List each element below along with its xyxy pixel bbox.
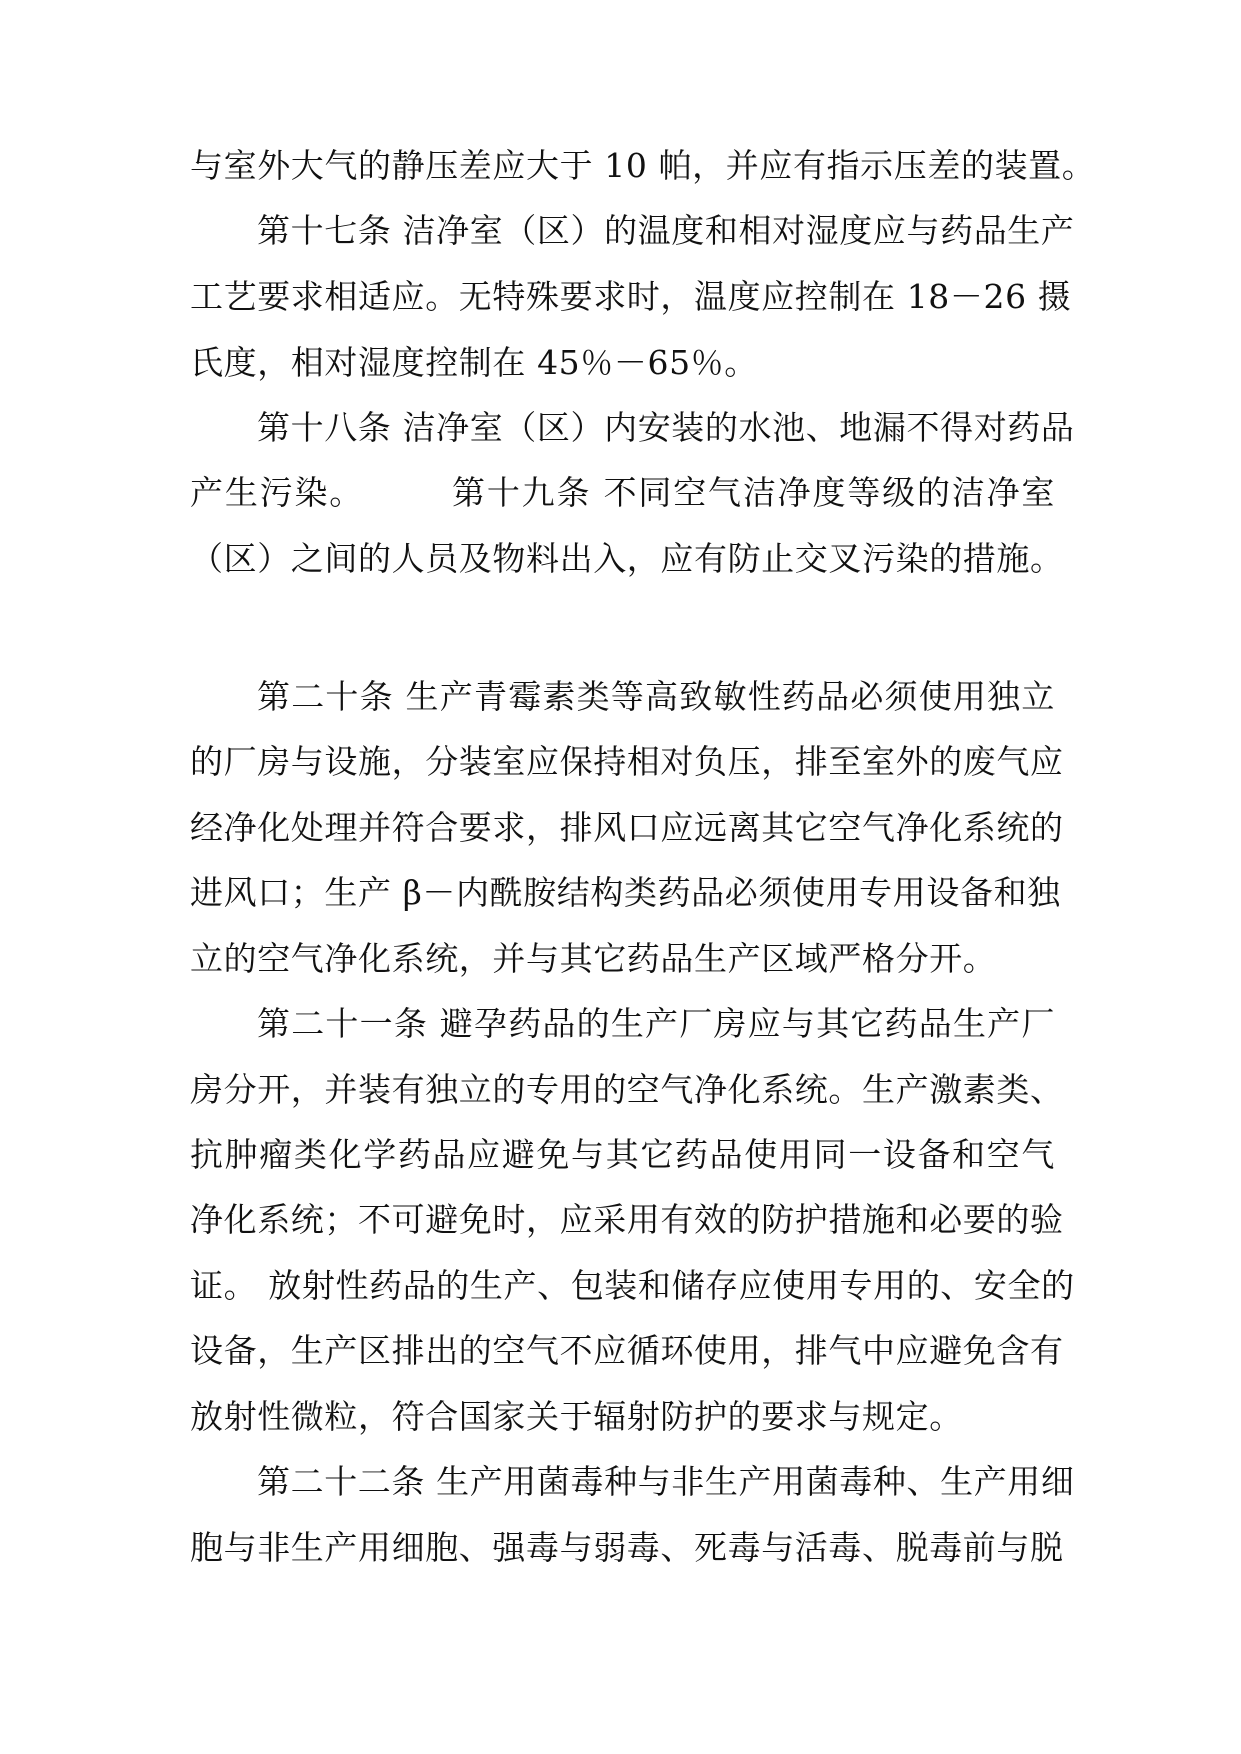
text-line: 进风口；生产 β－内酰胺结构类药品必须使用专用设备和独 (190, 873, 1061, 912)
text-line: 第十八条 洁净室（区）内安装的水池、地漏不得对药品 (257, 408, 1075, 447)
text-line: 经净化处理并符合要求，排风口应远离其它空气净化系统的 (190, 808, 1064, 847)
text-line: 抗肿瘤类化学药品应避免与其它药品使用同一设备和空气 (190, 1135, 1055, 1174)
text-line: 胞与非生产用细胞、强毒与弱毒、死毒与活毒、脱毒前与脱 (190, 1528, 1064, 1567)
text-line: 的厂房与设施，分装室应保持相对负压，排至室外的废气应 (190, 742, 1064, 781)
text-line: 第二十二条 生产用菌毒种与非生产用菌毒种、生产用细 (257, 1462, 1075, 1501)
text-line: 立的空气净化系统，并与其它药品生产区域严格分开。 (190, 939, 997, 978)
text-line: 氏度，相对湿度控制在 45％－65％。 (190, 343, 758, 382)
text-line: 第二十一条 避孕药品的生产厂房应与其它药品生产厂 (257, 1004, 1055, 1043)
text-line: 设备，生产区排出的空气不应循环使用，排气中应避免含有 (190, 1331, 1064, 1370)
text-line: 证。 放射性药品的生产、包装和储存应使用专用的、安全的 (190, 1266, 1075, 1305)
text-line: 净化系统；不可避免时，应采用有效的防护措施和必要的验 (190, 1200, 1064, 1239)
text-line: 产生污染。 第十九条 不同空气洁净度等级的洁净室 (190, 473, 1055, 512)
text-line: 放射性微粒，符合国家关于辐射防护的要求与规定。 (190, 1397, 963, 1436)
text-line: 工艺要求相适应。无特殊要求时，温度应控制在 18－26 摄 (190, 277, 1072, 316)
text-line: （区）之间的人员及物料出入，应有防止交叉污染的措施。 (190, 539, 1064, 578)
text-line: 第二十条 生产青霉素类等高致敏性药品必须使用独立 (257, 677, 1055, 716)
text-line: 与室外大气的静压差应大于 10 帕，并应有指示压差的装置。 (190, 146, 1096, 185)
text-line: 第十七条 洁净室（区）的温度和相对湿度应与药品生产 (257, 211, 1075, 250)
text-line: 房分开，并装有独立的专用的空气净化系统。生产激素类、 (190, 1070, 1064, 1109)
